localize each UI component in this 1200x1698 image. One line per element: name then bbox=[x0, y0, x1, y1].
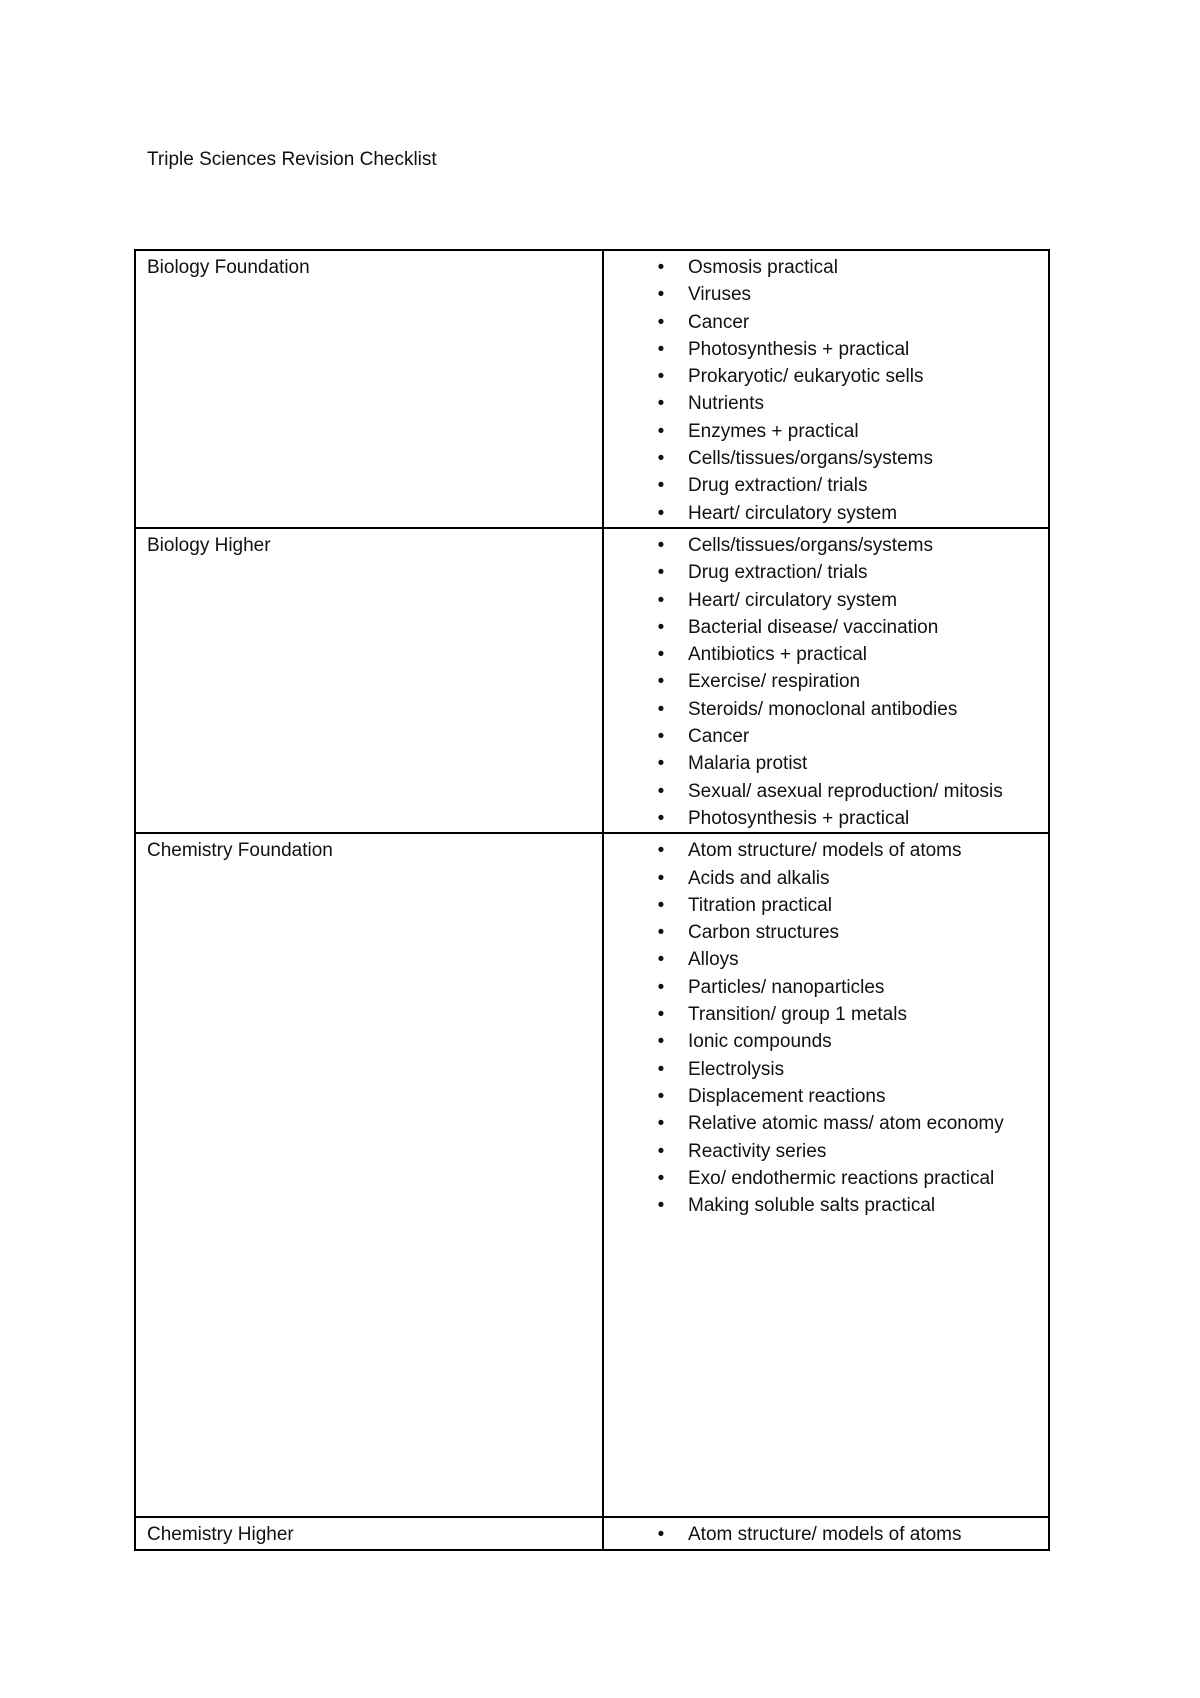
topic-list bbox=[604, 837, 1048, 1219]
topic-label: Steroids/ monoclonal antibodies bbox=[688, 698, 958, 720]
bullet-icon: • bbox=[657, 1004, 665, 1026]
topic-label: Carbon structures bbox=[688, 922, 840, 944]
topic-label: Cells/tissues/organs/systems bbox=[688, 534, 933, 556]
topic-label: Cancer bbox=[688, 311, 750, 333]
topic-item bbox=[604, 281, 1048, 308]
topic-label: Cells/tissues/organs/systems bbox=[688, 448, 933, 470]
bullet-icon: • bbox=[657, 1113, 665, 1135]
bullet-icon: • bbox=[657, 780, 665, 802]
bullet-icon: • bbox=[657, 726, 665, 748]
topic-label: Sexual/ asexual reproduction/ mitosis bbox=[688, 780, 1003, 802]
topic-item bbox=[604, 363, 1048, 390]
section-name-chemistry-higher: Chemistry Higher bbox=[135, 1517, 603, 1549]
topic-label: Electrolysis bbox=[688, 1058, 785, 1080]
topic-label: Reactivity series bbox=[688, 1140, 827, 1162]
topic-label: Photosynthesis + practical bbox=[688, 338, 910, 360]
topic-list bbox=[604, 532, 1048, 832]
bullet-icon: • bbox=[657, 949, 665, 971]
topic-item bbox=[604, 805, 1048, 832]
bullet-icon: • bbox=[657, 867, 665, 889]
bullet-icon: • bbox=[657, 475, 665, 497]
topic-item bbox=[604, 418, 1048, 445]
topic-item bbox=[604, 587, 1048, 614]
revision-checklist-table bbox=[134, 249, 1050, 1551]
bullet-icon: • bbox=[657, 420, 665, 442]
topic-item bbox=[604, 254, 1048, 281]
bullet-icon: • bbox=[657, 393, 665, 415]
topic-label: Relative atomic mass/ atom economy bbox=[688, 1113, 1004, 1135]
topic-list bbox=[604, 254, 1048, 527]
topic-item bbox=[604, 559, 1048, 586]
topic-label: Bacterial disease/ vaccination bbox=[688, 616, 939, 638]
topic-item bbox=[604, 641, 1048, 668]
topic-item bbox=[604, 1521, 1048, 1548]
topic-item bbox=[604, 614, 1048, 641]
topic-item bbox=[604, 946, 1048, 973]
topic-label: Acids and alkalis bbox=[688, 867, 830, 889]
topic-item bbox=[604, 1056, 1048, 1083]
topic-label: Photosynthesis + practical bbox=[688, 807, 910, 829]
bullet-icon: • bbox=[657, 807, 665, 829]
table-row bbox=[135, 528, 1049, 833]
topic-item bbox=[604, 723, 1048, 750]
topic-item bbox=[604, 336, 1048, 363]
topic-label: Displacement reactions bbox=[688, 1085, 886, 1107]
topic-label: Cancer bbox=[688, 726, 750, 748]
bullet-icon: • bbox=[657, 644, 665, 666]
topic-item bbox=[604, 696, 1048, 723]
topic-item bbox=[604, 1001, 1048, 1028]
topic-item bbox=[604, 974, 1048, 1001]
topic-item bbox=[604, 1192, 1048, 1219]
bullet-icon: • bbox=[657, 338, 665, 360]
topic-cell bbox=[603, 528, 1049, 833]
bullet-icon: • bbox=[657, 502, 665, 524]
table-row bbox=[135, 833, 1049, 1517]
section-name-biology-foundation: Biology Foundation bbox=[135, 250, 603, 528]
topic-item bbox=[604, 668, 1048, 695]
topic-label: Making soluble salts practical bbox=[688, 1195, 936, 1217]
topic-item bbox=[604, 309, 1048, 336]
bullet-icon: • bbox=[657, 366, 665, 388]
topic-item bbox=[604, 500, 1048, 527]
topic-item bbox=[604, 865, 1048, 892]
bullet-icon: • bbox=[657, 1085, 665, 1107]
topic-label: Titration practical bbox=[688, 894, 832, 916]
bullet-icon: • bbox=[657, 448, 665, 470]
topic-label: Drug extraction/ trials bbox=[688, 475, 868, 497]
bullet-icon: • bbox=[657, 840, 665, 862]
topic-item bbox=[604, 532, 1048, 559]
table-row bbox=[135, 1517, 1049, 1549]
bullet-icon: • bbox=[657, 311, 665, 333]
topic-label: Enzymes + practical bbox=[688, 420, 859, 442]
topic-label: Atom structure/ models of atoms bbox=[688, 840, 962, 862]
topic-item bbox=[604, 1083, 1048, 1110]
bullet-icon: • bbox=[657, 1167, 665, 1189]
page-title: Triple Sciences Revision Checklist bbox=[147, 149, 437, 170]
topic-item bbox=[604, 892, 1048, 919]
bullet-icon: • bbox=[657, 534, 665, 556]
topic-item bbox=[604, 1138, 1048, 1165]
topic-label: Ionic compounds bbox=[688, 1031, 832, 1053]
topic-label: Heart/ circulatory system bbox=[688, 502, 898, 524]
topic-item bbox=[604, 750, 1048, 777]
topic-item bbox=[604, 445, 1048, 472]
bullet-icon: • bbox=[657, 698, 665, 720]
topic-list bbox=[604, 1521, 1048, 1548]
table-row bbox=[135, 250, 1049, 528]
bullet-icon: • bbox=[657, 1058, 665, 1080]
topic-item bbox=[604, 919, 1048, 946]
bullet-icon: • bbox=[657, 616, 665, 638]
topic-item bbox=[604, 778, 1048, 805]
topic-label: Malaria protist bbox=[688, 753, 808, 775]
topic-label: Osmosis practical bbox=[688, 257, 838, 278]
topic-label: Transition/ group 1 metals bbox=[688, 1004, 907, 1026]
bullet-icon: • bbox=[657, 976, 665, 998]
topic-label: Viruses bbox=[688, 284, 752, 306]
topic-label: Particles/ nanoparticles bbox=[688, 976, 885, 998]
bullet-icon: • bbox=[657, 1195, 665, 1217]
bullet-icon: • bbox=[657, 671, 665, 693]
topic-label: Atom structure/ models of atoms bbox=[688, 1524, 962, 1546]
bullet-icon: • bbox=[657, 257, 665, 278]
section-name-chemistry-foundation: Chemistry Foundation bbox=[135, 833, 603, 1517]
topic-label: Antibiotics + practical bbox=[688, 644, 867, 666]
topic-item bbox=[604, 1110, 1048, 1137]
topic-item bbox=[604, 390, 1048, 417]
topic-item bbox=[604, 1028, 1048, 1055]
topic-label: Heart/ circulatory system bbox=[688, 589, 898, 611]
topic-label: Alloys bbox=[688, 949, 739, 971]
topic-item bbox=[604, 837, 1048, 864]
section-name-biology-higher: Biology Higher bbox=[135, 528, 603, 833]
topic-label: Exo/ endothermic reactions practical bbox=[688, 1167, 995, 1189]
topic-cell bbox=[603, 1517, 1049, 1549]
topic-cell bbox=[603, 833, 1049, 1517]
topic-item bbox=[604, 472, 1048, 499]
bullet-icon: • bbox=[657, 589, 665, 611]
topic-label: Prokaryotic/ eukaryotic sells bbox=[688, 366, 924, 388]
topic-label: Exercise/ respiration bbox=[688, 671, 861, 693]
bullet-icon: • bbox=[657, 1140, 665, 1162]
topic-cell bbox=[603, 250, 1049, 528]
topic-label: Drug extraction/ trials bbox=[688, 562, 868, 584]
bullet-icon: • bbox=[657, 894, 665, 916]
bullet-icon: • bbox=[657, 753, 665, 775]
bullet-icon: • bbox=[657, 922, 665, 944]
bullet-icon: • bbox=[657, 562, 665, 584]
topic-item bbox=[604, 1165, 1048, 1192]
topic-label: Nutrients bbox=[688, 393, 765, 415]
bullet-icon: • bbox=[657, 1524, 665, 1546]
bullet-icon: • bbox=[657, 1031, 665, 1053]
bullet-icon: • bbox=[657, 284, 665, 306]
